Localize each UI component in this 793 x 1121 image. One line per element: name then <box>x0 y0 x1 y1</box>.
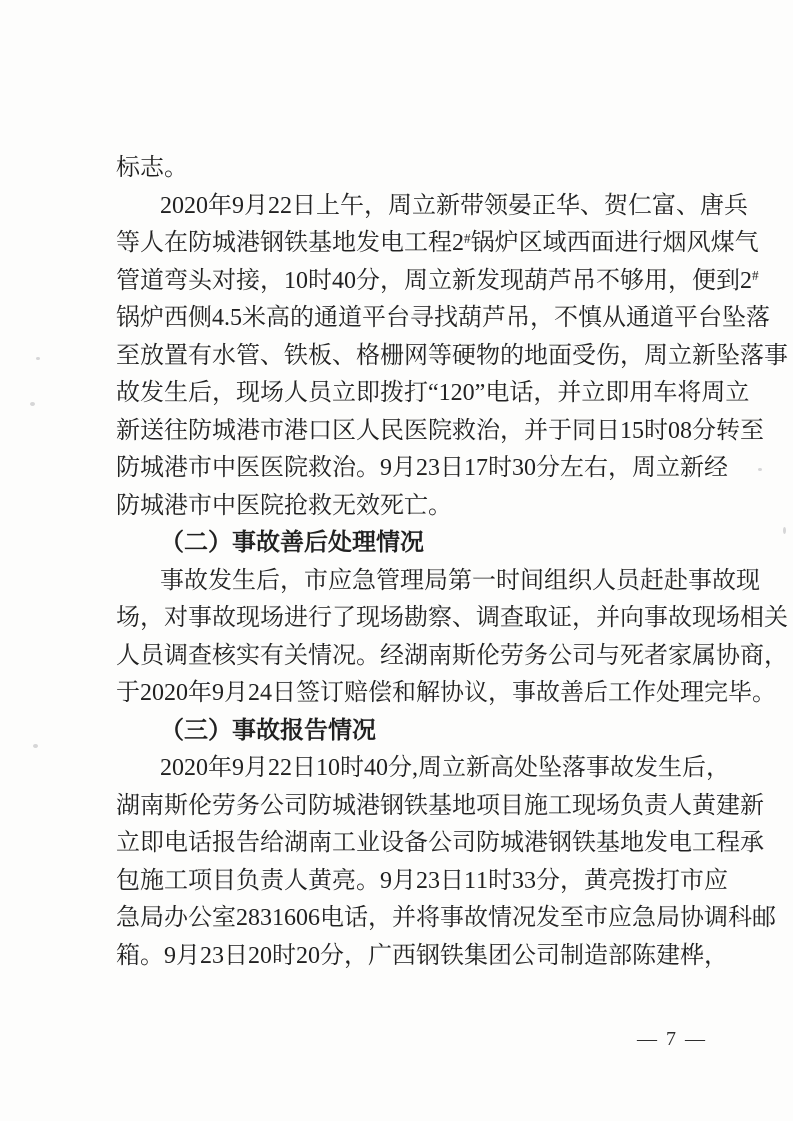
scan-speckle <box>758 468 762 471</box>
text-line: 急 局 办 公 室 2 8 3 1 6 0 6 电 话 ， 并 将 事 故 情 况 发 至 市 应 急 局 协 调 科 邮 <box>116 905 776 931</box>
text-line: 防城港市中医院抢救无效死亡。 <box>116 492 452 519</box>
text-line: 新 送 往 防 城 港 市 港 口 区 人 民 医 院 救 治 ， 并 于 同 日 1 5 时 0 8 分 转 至 <box>116 417 764 444</box>
text-line: 箱 。 9 月 2 3 日 2 0 时 2 0 分 ， 广 西 钢 铁 集 团 公 司 制 造 部 陈 建 桦 ， <box>116 942 728 969</box>
section-heading: （三）事故报告情况 <box>160 717 376 744</box>
scan-speckle <box>36 357 40 360</box>
text-line: 人 员 调 查 核 实 有 关 情 况 。 经 湖 南 斯 伦 劳 务 公 司 与 死 者 家 属 协 商 ， <box>116 642 788 669</box>
text-line: 等 人 在 防 城 港 钢 铁 基 地 发 电 工 程 2 # 锅 炉 区 域 西 面 进 行 烟 风 煤 气 <box>116 230 759 256</box>
text-line: 立 即 电 话 报 告 给 湖 南 工 业 设 备 公 司 防 城 港 钢 铁 基 地 发 电 工 程 承 <box>116 830 764 856</box>
text-line: 锅 炉 西 侧 4 . 5 米 高 的 通 道 平 台 寻 找 葫 芦 吊 ， 不 慎 从 通 道 平 台 坠 落 <box>116 305 770 331</box>
page-number: — 7 — <box>637 1028 707 1050</box>
text-line: 防 城 港 市 中 医 医 院 救 治 。 9 月 2 3 日 1 7 时 3 0 分 左 右 ， 周 立 新 经 <box>116 455 728 481</box>
text-line: 事 故 发 生 后 ， 市 应 急 管 理 局 第 一 时 间 组 织 人 员 赶 赴 事 故 现 <box>160 567 760 594</box>
text-line: 管 道 弯 头 对 接 ， 1 0 时 4 0 分 ， 周 立 新 发 现 葫 芦 吊 不 够 用 ， 便 到 2 # <box>116 267 759 294</box>
document-body <box>116 150 788 975</box>
text-line: 场 ， 对 事 故 现 场 进 行 了 现 场 勘 察 、 调 查 取 证 ， 并 向 事 故 现 场 相 关 <box>116 605 788 631</box>
scan-speckle <box>30 402 35 406</box>
text-line: 标志。 <box>116 155 188 181</box>
text-line: 至 放 置 有 水 管 、 铁 板 、 格 栅 网 等 硬 物 的 地 面 受 伤 ， 周 立 新 坠 落 事 <box>116 342 788 369</box>
text-line: 于 2 0 2 0 年 9 月 2 4 日 签 订 赔 偿 和 解 协 议 ， 事 故 善 后 工 作 处 理 完 毕 。 <box>116 680 776 706</box>
text-line: 2 0 2 0 年 9 月 2 2 日 上 午 ， 周 立 新 带 领 晏 正 华 、 贺 仁 富 、 唐 兵 <box>160 192 748 219</box>
text-line: 包 施 工 项 目 负 责 人 黄 亮 。 9 月 2 3 日 1 1 时 3 3 分 ， 黄 亮 拨 打 市 应 <box>116 867 728 894</box>
text-line: 2 0 2 0 年 9 月 2 2 日 1 0 时 4 0 分 , 周 立 新 高 处 坠 落 事 故 发 生 后 ， <box>160 755 730 781</box>
scan-speckle <box>33 744 38 748</box>
section-heading: （二）事故善后处理情况 <box>160 530 424 556</box>
text-line: 湖 南 斯 伦 劳 务 公 司 防 城 港 钢 铁 基 地 项 目 施 工 现 场 负 责 人 黄 建 新 <box>116 792 764 819</box>
scan-speckle <box>783 527 786 534</box>
text-line: 故 发 生 后 ， 现 场 人 员 立 即 拨 打 “ 1 2 0 ” 电 话 ， 并 立 即 用 车 将 周 立 <box>116 380 750 406</box>
